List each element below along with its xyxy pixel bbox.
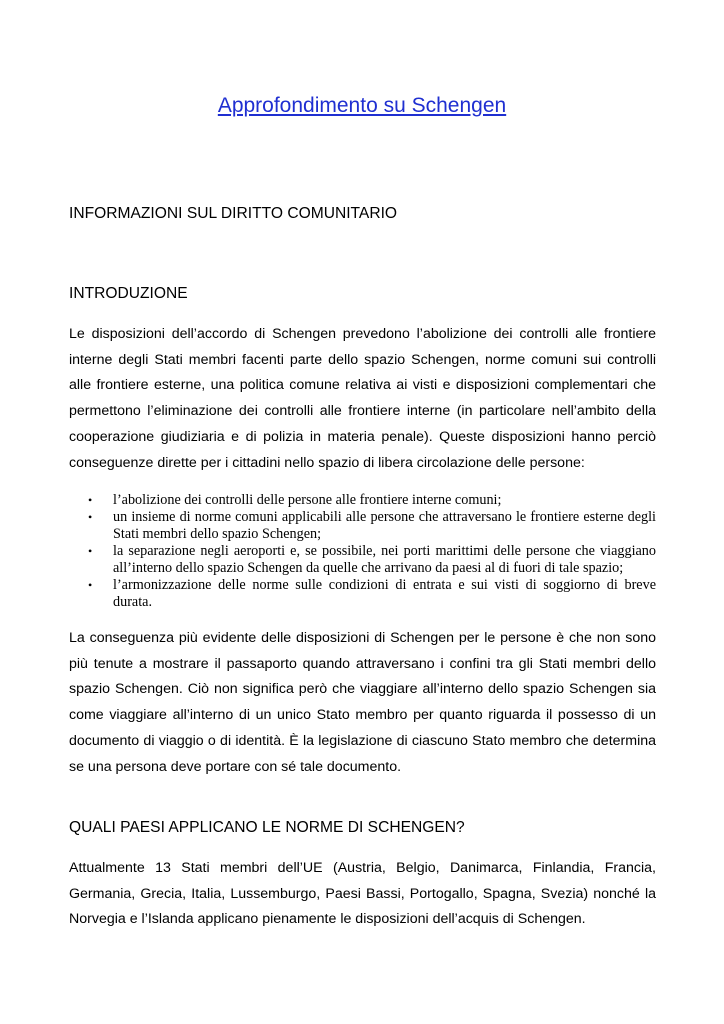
bullet-icon: • <box>88 493 93 507</box>
list-item-text: la separazione negli aeroporti e, se possibile, nei porti marittimi delle persone che viaggiano all’interno dello spazio Schengen da quelle che arrivano da paesi al di fuori di tale spazio; <box>113 543 656 576</box>
list-item-text: un insieme di norme comuni applicabili alle persone che attraversano le frontiere esterne degli Stati membri dello spazio Schengen; <box>113 509 656 542</box>
list-item <box>88 509 656 543</box>
list-item-text: l’armonizzazione delle norme sulle condizioni di entrata e sui visti di soggiorno di breve durata. <box>113 577 656 610</box>
heading-introduction: INTRODUZIONE <box>69 285 188 302</box>
heading-community-law: INFORMAZIONI SUL DIRITTO COMUNITARIO <box>69 205 398 222</box>
heading-countries: QUALI PAESI APPLICANO LE NORME DI SCHENGEN? <box>69 819 465 836</box>
list-item-text: l’abolizione dei controlli delle persone alle frontiere interne comuni; <box>113 492 502 508</box>
bullet-icon: • <box>88 510 93 524</box>
list-item <box>88 543 656 577</box>
consequence-paragraph: La conseguenza più evidente delle disposizioni di Schengen per le persone è che non sono più tenute a mostrare il passaporto quando attraversano i confini tra gli Stati membri dello spazio Schengen. Ciò non significa però che viaggiare all’interno dello spazio Schengen sia come viaggiare all’interno di un unico Stato membro per quanto riguarda il possesso di un documento di viaggio o di identità. È la legislazione di ciascuno Stato membro che determina se una persona deve portare con sé tale documento. <box>69 630 656 775</box>
consequences-list <box>88 492 656 611</box>
bullet-icon: • <box>88 578 93 592</box>
countries-paragraph: Attualmente 13 Stati membri dell’UE (Austria, Belgio, Danimarca, Finlandia, Francia, Germania, Grecia, Italia, Lussemburgo, Paesi Bassi, Portogallo, Spagna, Svezia) nonché la Norvegia e l’Islanda applicano pienamente le disposizioni dell’acquis di Schengen. <box>69 860 656 928</box>
list-item <box>88 492 656 509</box>
document-title[interactable]: Approfondimento su Schengen <box>217 94 507 117</box>
intro-paragraph: Le disposizioni dell’accordo di Schengen prevedono l’abolizione dei controlli alle frontiere interne degli Stati membri facenti parte dello spazio Schengen, norme comuni sui controlli alle frontiere esterne, una politica comune relativa ai visti e disposizioni complementari che permettono l’eliminazione dei controlli alle frontiere interne (in particolare nell’ambito della cooperazione giudiziaria e di polizia in materia penale). Queste disposizioni hanno perciò conseguenze dirette per i cittadini nello spazio di libera circolazione delle persone: <box>69 326 656 471</box>
bullet-icon: • <box>88 544 93 558</box>
list-item <box>88 577 656 611</box>
